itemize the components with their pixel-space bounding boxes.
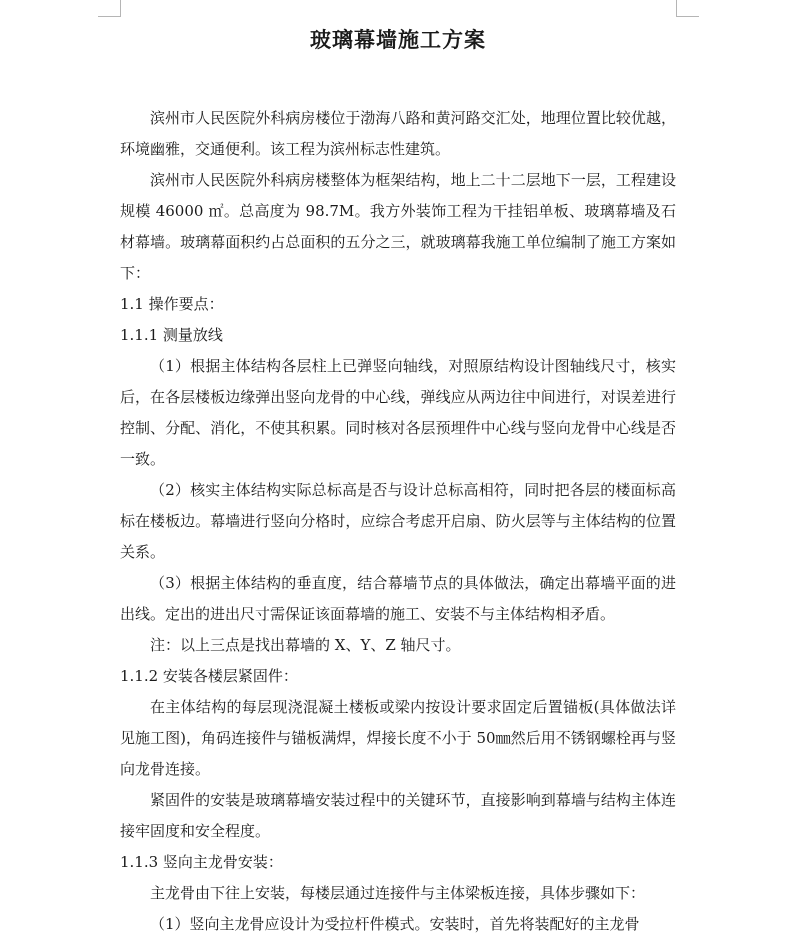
paragraph-step-1: （1）根据主体结构各层柱上已弹竖向轴线，对照原结构设计图轴线尺寸，核实后，在各层楼板边缘弹出竖向龙骨的中心线，弹线应从两边往中间进行，对误差进行控制、分配、消化，不使其积累。同时核对各层预埋件中心线与竖向龙骨中心线是否一致。 xyxy=(120,357,676,468)
section-heading-fasteners: 1.1.2 安装各楼层紧固件： xyxy=(120,667,298,685)
paragraph-step-3: （3）根据主体结构的垂直度，结合幕墙节点的具体做法，确定出幕墙平面的进出线。定出的进出尺寸需保证该面幕墙的施工、安装不与主体结构相矛盾。 xyxy=(120,574,676,623)
document-title: 玻璃幕墙施工方案 xyxy=(310,27,486,52)
section-heading-operation-points: 1.1 操作要点： xyxy=(120,295,224,313)
paragraph-main-keel-intro: 主龙骨由下往上安装，每楼层通过连接件与主体梁板连接，具体步骤如下： xyxy=(150,884,646,902)
paragraph-note: 注：以上三点是找出幕墙的 X、Y、Z 轴尺寸。 xyxy=(150,636,461,654)
crop-mark-top-right xyxy=(676,0,699,17)
paragraph-fastener-importance: 紧固件的安装是玻璃幕墙安装过程中的关键环节，直接影响到幕墙与结构主体连接牢固度和安全程度。 xyxy=(120,791,676,840)
paragraph-project-location: 滨州市人民医院外科病房楼位于渤海八路和黄河路交汇处，地理位置比较优越，环境幽雅，交通便利。该工程为滨州标志性建筑。 xyxy=(120,109,676,158)
crop-mark-top-left xyxy=(98,0,121,17)
paragraph-main-keel-step-1: （1）竖向主龙骨应设计为受拉杆件模式。安装时，首先将装配好的主龙骨 xyxy=(150,915,640,933)
paragraph-project-overview: 滨州市人民医院外科病房楼整体为框架结构，地上二十二层地下一层，工程建设规模 46000 ㎡。总高度为 98.7M。我方外装饰工程为干挂铝单板、玻璃幕墙及石材幕墙。玻璃幕面积约占总面积的五分之三，就玻璃幕我施工单位编制了施工方案如下： xyxy=(120,171,676,282)
paragraph-step-2: （2）核实主体结构实际总标高是否与设计总标高相符，同时把各层的楼面标高标在楼板边。幕墙进行竖向分格时，应综合考虑开启扇、防火层等与主体结构的位置关系。 xyxy=(120,481,676,561)
section-heading-survey-layout: 1.1.1 测量放线 xyxy=(120,326,223,344)
paragraph-fastener-method: 在主体结构的每层现浇混凝土楼板或梁内按设计要求固定后置锚板(具体做法详见施工图)，角码连接件与锚板满焊，焊接长度不小于 50㎜然后用不锈钢螺栓再与竖向龙骨连接。 xyxy=(120,698,676,778)
section-heading-main-keel: 1.1.3 竖向主龙骨安装： xyxy=(120,853,283,871)
document-body xyxy=(120,20,676,940)
